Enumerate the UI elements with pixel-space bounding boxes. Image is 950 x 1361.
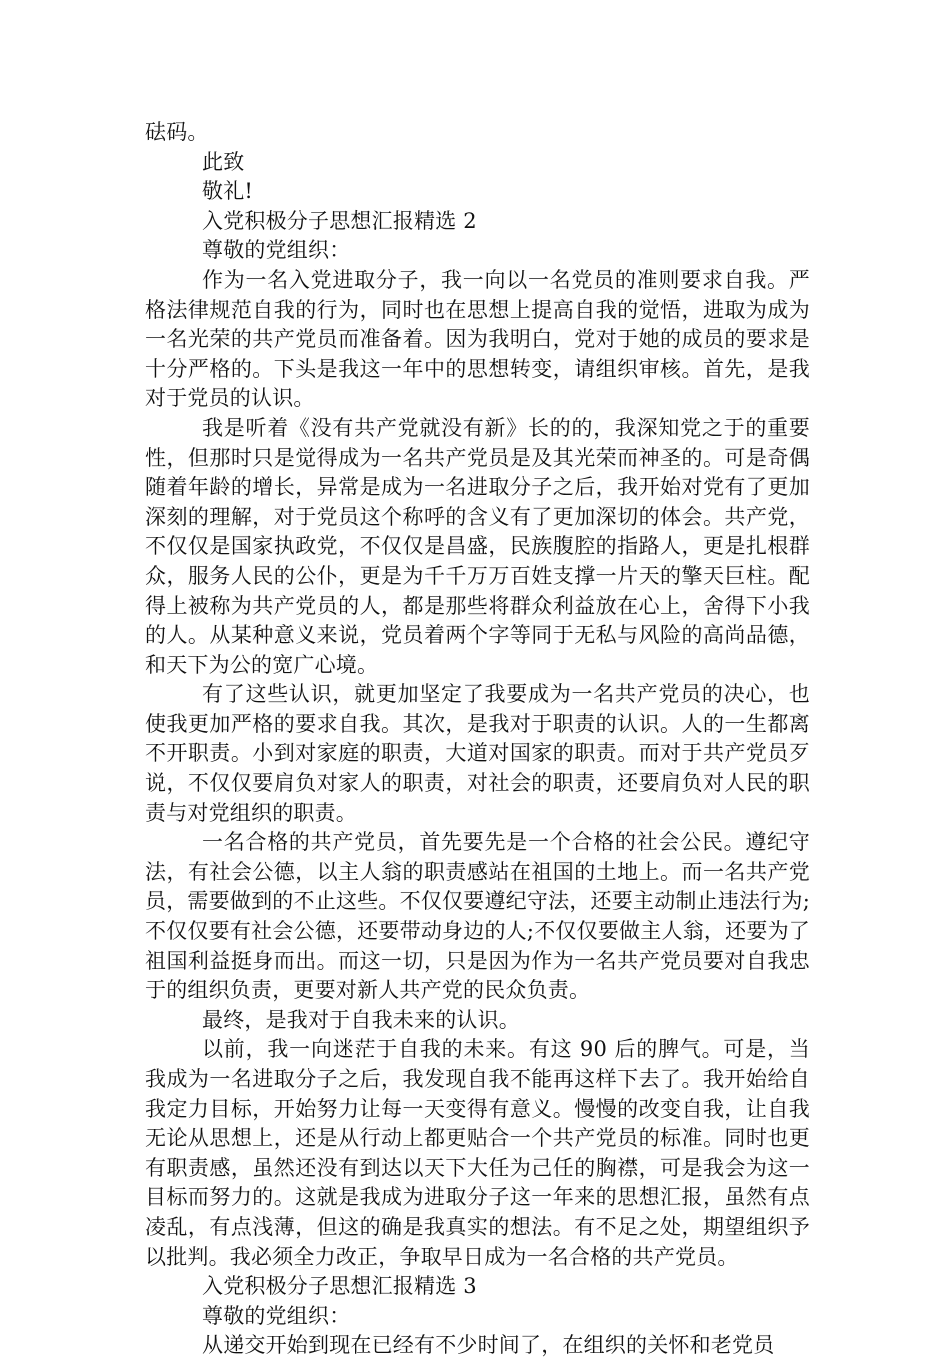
paragraph-body: 从递交开始到现在已经有不少时间了，在组织的关怀和老党员 <box>202 1333 775 1358</box>
paragraph-body: 以前，我一向迷茫于自我的未来。有这 90 后的脾气。可是，当我成为一名进取分子之后，我发现自我不能再这样下去了。我开始给自我定力目标，开始努力让每一天变得有意义。慢慢的改变自我，让自我无论从思想上，还是从行动上都更贴合一个共产党员的标准。同时也更有职责感，虽然还没有到达以天下大任为己任的胸襟，可是我会为这一目标而努力的。这就是我成为进取分子这一年来的思想汇报，虽然有点凌乱，有点浅薄，但这的确是我真实的想法。有不足之处，期望组织予以批判。我必须全力改正，争取早日成为一名合格的共产党员。 <box>145 1037 810 1269</box>
document-body <box>145 118 810 1361</box>
paragraph-body: 作为一名入党进取分子，我一向以一名党员的准则要求自我。严格法律规范自我的行为，同时也在思想上提高自我的觉悟，进取为成为一名光荣的共产党员而准备着。因为我明白，党对于她的成员的要求是十分严格的。下头是我这一年中的思想转变，请组织审核。首先，是我对于党员的认识。 <box>145 267 810 411</box>
paragraph-body: 一名合格的共产党员，首先要先是一个合格的社会公民。遵纪守法，有社会公德，以主人翁的职责感站在祖国的土地上。而一名共产党员，需要做到的不止这些。不仅仅要遵纪守法，还要主动制止违法行为;不仅仅要有社会公德，还要带动身边的人;不仅仅要做主人翁，还要为了祖国利益挺身而出。而这一切，只是因为作为一名共产党员要对自我忠于的组织负责，更要对新人共产党的民众负责。 <box>145 830 810 1003</box>
paragraph-salutation-cizhi: 此致 <box>202 149 245 174</box>
section-title-2: 入党积极分子思想汇报精选 2 <box>202 208 477 233</box>
paragraph-greeting: 尊敬的党组织： <box>202 1303 351 1328</box>
paragraph-body: 有了这些认识，就更加坚定了我要成为一名共产党员的决心，也使我更加严格的要求自我。其次，是我对于职责的认识。人的一生都离不开职责。小到对家庭的职责，大道对国家的职责。而对于共产党员歹说，不仅仅要肩负对家人的职责，对社会的职责，还要肩负对人民的职责与对党组织的职责。 <box>145 682 810 825</box>
paragraph-greeting: 尊敬的党组织： <box>202 238 351 263</box>
paragraph-body: 我是听着《没有共产党就没有新》长的的，我深知党之于的重要性，但那时只是觉得成为一名共产党员是及其光荣而神圣的。可是奇偶随着年龄的增长，异常是成为一名进取分子之后，我开始对党有了更加深刻的理解，对于党员这个称呼的含义有了更加深切的体会。共产党，不仅仅是国家执政党，不仅仅是昌盛，民族腹腔的指路人，更是扎根群众，服务人民的公仆，更是为千千万万百姓支撑一片天的擎天巨柱。配得上被称为共产党员的人，都是那些将群众利益放在心上，舍得下小我的人。从某种意义来说，党员着两个字等同于无私与风险的高尚品德，和天下为公的宽广心境。 <box>145 415 810 677</box>
paragraph-closing-fragment: 砝码。 <box>145 120 209 144</box>
paragraph-salutation-jingli: 敬礼! <box>202 179 254 204</box>
paragraph-body: 最终，是我对于自我未来的认识。 <box>202 1007 520 1032</box>
section-title-3: 入党积极分子思想汇报精选 3 <box>202 1274 477 1299</box>
